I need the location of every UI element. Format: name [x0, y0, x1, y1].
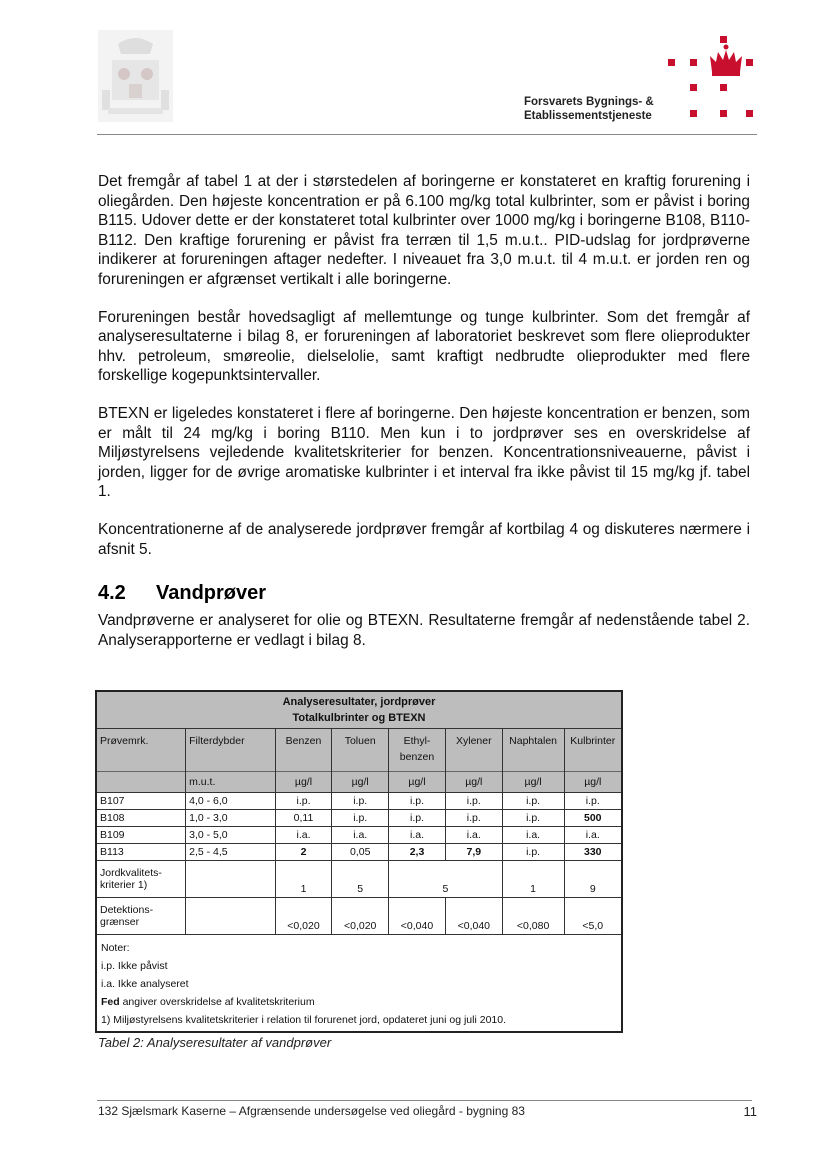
table-cell: <0,020	[332, 898, 389, 935]
table-cell: <0,040	[389, 898, 446, 935]
crown-squares-icon	[660, 28, 760, 124]
table-cell: B113	[96, 844, 186, 861]
paragraph-2: Forureningen består hovedsagligt af mellemtunge og tunge kulbrinter. Som det fremgår af analyseresultaterne i bilag 8, er forureningen af laboratoriet beskrevet som flere olieprodukter hhv. petroleum, smøreolie, dielselolie, samt kraftigt nedbrudte olieprodukter med flere forskellige kogepunktsintervaller.	[98, 308, 750, 385]
body-content	[98, 172, 750, 666]
table-cell: i.p.	[389, 793, 446, 810]
table-caption: Tabel 2: Analyseresultater af vandprøver	[98, 1035, 332, 1050]
paragraph-1: Det fremgår af tabel 1 at der i størstedelen af boringerne er konstateret en kraftig forurening i oliegården. Den højeste koncentration er på 6.100 mg/kg total kulbrinter, som er påvist i boring B115. Udover dette er der konstateret total kulbrinter over 1000 mg/kg i boringerne B108, B110-B112. Den kraftige forurening er påvist fra terræn til 1,5 m.u.t.. PID-udslag for jordprøverne indikerer at forureningen aftager nedefter. I niveauet fra 3,0 m.u.t. til 4 m.u.t. er jorden ren og forureningen er afgrænset vertikalt i alle boringerne.	[98, 173, 750, 288]
notes-row	[96, 935, 622, 1033]
section-heading	[98, 581, 750, 605]
table-cell: i.p.	[332, 810, 389, 827]
table-title: Analyseresultater, jordprøver	[282, 696, 436, 708]
table-cell: <5,0	[564, 898, 622, 935]
table-cell: 2,3	[389, 844, 446, 861]
table-cell: 0,11	[275, 810, 332, 827]
paragraph-4: Koncentrationerne af de analyserede jordprøver fremgår af kortbilag 4 og diskuteres nærmere i afsnit 5.	[98, 520, 750, 558]
table-cell: 5	[389, 861, 503, 898]
table-cell: 1	[275, 861, 332, 898]
table-cell: i.p.	[502, 844, 564, 861]
table-header-row	[96, 729, 622, 793]
note-ip: i.p. Ikke påvist	[101, 960, 168, 972]
table-cell: B109	[96, 827, 186, 844]
table-cell: i.p.	[389, 810, 446, 827]
results-table	[95, 690, 623, 1033]
table-cell: 3,0 - 5,0	[186, 827, 276, 844]
table-cell: i.p.	[502, 810, 564, 827]
section-title: Vandprøver	[156, 582, 267, 605]
table-title-cell	[96, 691, 622, 729]
fbe-logo-mark	[660, 28, 760, 124]
table-cell: B107	[96, 793, 186, 810]
note-footnote: 1) Miljøstyrelsens kvalitetskriterier i relation til forurenet jord, opdateret juni og juli 2010.	[101, 1014, 507, 1026]
table-cell: i.a.	[502, 827, 564, 844]
section-number: 4.2	[98, 582, 126, 605]
table-cell: i.a.	[445, 827, 502, 844]
header-cell: Prøvemrk.	[96, 729, 186, 793]
page-number: 11	[743, 1104, 757, 1119]
quality-criteria-label: Jordkvalitets-kriterier 1)	[96, 861, 186, 898]
table-cell: <0,040	[445, 898, 502, 935]
organisation-name	[524, 95, 654, 123]
header-cell: Toluen µg/l	[332, 729, 389, 793]
table-cell: 1,0 - 3,0	[186, 810, 276, 827]
header-cell: Xylener µg/l	[445, 729, 502, 793]
quality-criteria-row	[96, 861, 622, 898]
footer-divider	[97, 1100, 752, 1101]
org-name-line-1: Forsvarets Bygnings- &	[524, 96, 654, 108]
table-row	[96, 793, 622, 810]
table-cell: i.a.	[275, 827, 332, 844]
table-cell: i.a.	[332, 827, 389, 844]
table-cell: i.a.	[564, 827, 622, 844]
table-row	[96, 810, 622, 827]
note-fed-text: angiver overskridelse af kvalitetskriterium	[119, 996, 315, 1008]
table-cell	[186, 898, 276, 935]
table-cell: i.p.	[564, 793, 622, 810]
table-cell: i.p.	[445, 793, 502, 810]
table-cell: <0,080	[502, 898, 564, 935]
table-row	[96, 844, 622, 861]
org-name-line-2: Etablissementstjeneste	[524, 110, 652, 122]
table-subtitle: Totalkulbrinter og BTEXN	[292, 712, 426, 724]
table-cell: 500	[564, 810, 622, 827]
section-intro: Vandprøverne er analyseret for olie og BTEXN. Resultaterne fremgår af nedenstående tabel 2. Analyserapporterne er vedlagt i bilag 8.	[98, 612, 750, 649]
table-cell: 2,5 - 4,5	[186, 844, 276, 861]
crest-logo	[98, 30, 173, 122]
header-cell: Ethyl-benzen µg/l	[389, 729, 446, 793]
crest-icon	[98, 30, 173, 122]
table-cell: B108	[96, 810, 186, 827]
header-cell: Kulbrinter µg/l	[564, 729, 622, 793]
table-cell: i.p.	[445, 810, 502, 827]
notes-heading: Noter:	[101, 942, 130, 954]
table-cell: i.p.	[502, 793, 564, 810]
table-cell: <0,020	[275, 898, 332, 935]
header-cell: Benzen µg/l	[275, 729, 332, 793]
header-cell: Filterdybder m.u.t.	[186, 729, 276, 793]
table-cell	[186, 861, 276, 898]
paragraph-3: BTEXN er ligeledes konstateret i flere af boringerne. Den højeste koncentration er benzen, som er målt til 24 mg/kg i boring B110. Men kun i to jordprøver ses en overskridelse af Miljøstyrelsens vejledende kvalitetskriterier for benzen. Koncentrationsniveauerne, påvist i jorden, ligger for de øvrige aromatiske kulbrinter i et interval fra ikke påvist til 15 mg/kg jf. tabel 1.	[98, 404, 750, 501]
header-divider	[97, 134, 757, 135]
note-fed	[101, 993, 617, 1011]
table-cell: 9	[564, 861, 622, 898]
table-cell: 0,05	[332, 844, 389, 861]
note-ia: i.a. Ikke analyseret	[101, 978, 189, 990]
table-cell: 330	[564, 844, 622, 861]
note-fed-bold: Fed	[101, 996, 120, 1008]
table-cell: i.a.	[389, 827, 446, 844]
notes-cell	[96, 935, 622, 1033]
table-cell: 7,9	[445, 844, 502, 861]
table-cell: 1	[502, 861, 564, 898]
footer-text: 132 Sjælsmark Kaserne – Afgrænsende undersøgelse ved oliegård - bygning 83	[98, 1104, 525, 1118]
header-cell: Naphtalen µg/l	[502, 729, 564, 793]
table-cell: 5	[332, 861, 389, 898]
table-cell: i.p.	[332, 793, 389, 810]
table-cell: 4,0 - 6,0	[186, 793, 276, 810]
table-row	[96, 827, 622, 844]
detection-limits-label: Detektions-grænser	[96, 898, 186, 935]
table-cell: i.p.	[275, 793, 332, 810]
detection-limits-row	[96, 898, 622, 935]
table-cell: 2	[275, 844, 332, 861]
